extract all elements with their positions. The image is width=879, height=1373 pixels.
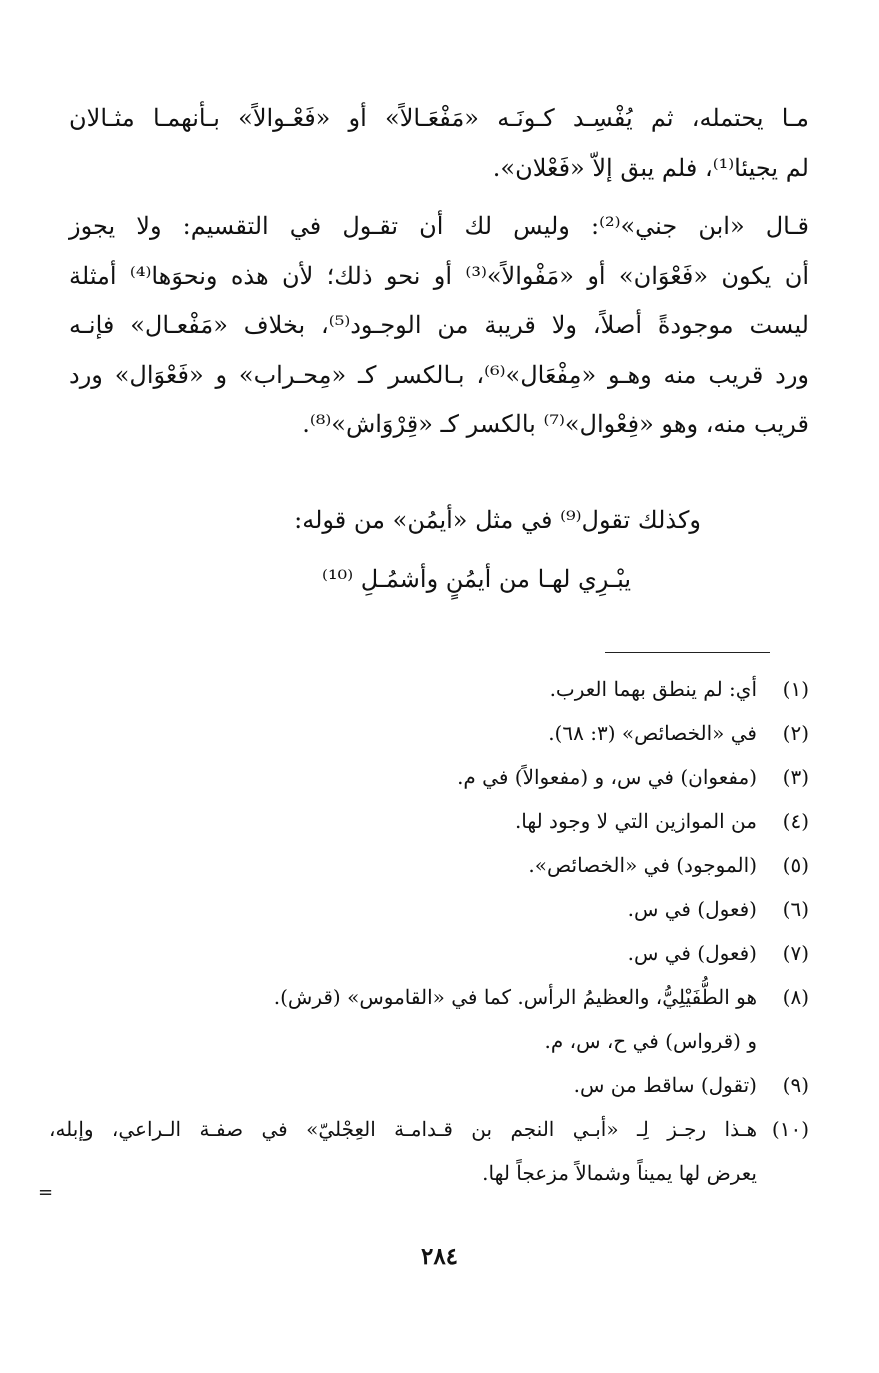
footnote-text: هـذا رجـز لِـ «أبـي النجم بن قـدامـة العِجْليّ» في صفـة الـراعي، وإبله، xyxy=(49,1117,757,1141)
footnote-number: (٣) xyxy=(782,765,809,789)
footnote-text: في «الخصائص» (٣: ٦٨). xyxy=(548,721,757,745)
footnote-text: (تقول) ساقط من س. xyxy=(573,1073,757,1097)
paragraph-line: ورد قريب منه وهـو «مِفْعَال»⁽⁶⁾، بـالكسر كـ «مِحـراب» و «فَعْوَال» ورد xyxy=(69,360,809,389)
main-paragraph-1 xyxy=(69,103,809,203)
footnote-text: (فعول) في س. xyxy=(627,897,757,921)
footnote-text: من الموازين التي لا وجود لها. xyxy=(514,809,757,833)
footnote-item xyxy=(49,1071,809,1102)
footnote-continuation: يعرض لها يميناً وشمالاً مزعجاً لها. xyxy=(482,1161,757,1185)
margin-mark: = xyxy=(38,1182,54,1203)
footnote-number: (٤) xyxy=(782,809,809,833)
paragraph-line: مـا يحتمله، ثم يُفْسِـد كـونَـه «مَفْعَـالاً» أو «فَعْـوالاً» بـأنهمـا مثـالان xyxy=(69,104,809,132)
footnote-number: (٩) xyxy=(782,1073,809,1097)
footnote-item xyxy=(49,983,809,1014)
paragraph-line: أن يكون «فَعْوَان» أو «مَفْوالاً»⁽³⁾ أو نحو ذلك؛ لأن هذه ونحوَها⁽⁴⁾ أمثلة xyxy=(69,261,809,290)
paragraph-line: قـال «ابن جني»⁽²⁾: وليس لك أن تقـول في التقسيم: ولا يجوز xyxy=(69,212,809,240)
paragraph-line: وكذلك تقول⁽⁹⁾ في مثل «أيمُن» من قوله: xyxy=(294,506,701,534)
paragraph-line: ليست موجودةً أصلاً، ولا قريبة من الوجـود⁽⁵⁾، بخلاف «مَفْعـال» فإنـه xyxy=(69,311,809,339)
footnote-item xyxy=(49,719,809,750)
main-paragraph-2 xyxy=(69,211,809,459)
paragraph-line: لم يجيئا⁽¹⁾، فلم يبق إلاّ «فَعْلان». xyxy=(492,154,809,182)
footnote-text: (الموجود) في «الخصائص». xyxy=(528,853,757,877)
footnote-separator xyxy=(605,652,770,653)
page-number: ٢٨٤ xyxy=(420,1243,459,1270)
footnote-text: أي: لم ينطق بهما العرب. xyxy=(549,677,757,701)
footnote-text: (فعول) في س. xyxy=(627,941,757,965)
footnote-number: (٦) xyxy=(782,897,809,921)
footnote-item xyxy=(49,675,809,706)
footnote-number: (٥) xyxy=(782,853,809,877)
footnote-number: (٧) xyxy=(782,941,809,965)
footnote-number: (١) xyxy=(782,677,809,701)
footnote-continuation: و (قرواس) في ح، س، م. xyxy=(544,1029,757,1053)
footnote-number: (٢) xyxy=(782,721,809,745)
footnote-item xyxy=(49,851,809,882)
footnote-item xyxy=(49,763,809,794)
main-paragraph-3 xyxy=(81,505,701,557)
footnotes xyxy=(49,675,809,1203)
poetry-verse: يبْـرِي لهـا من أيمُنٍ وأشمُـلِ ⁽¹⁰⁾ xyxy=(322,565,631,593)
footnote-number: (٨) xyxy=(782,985,809,1009)
footnote-text: (مفعوان) في س، و (مفعوالاً) في م. xyxy=(457,765,757,789)
footnote-item xyxy=(49,1115,809,1146)
paragraph-line: قريب منه، وهو «فِعْوال»⁽⁷⁾ بالكسر كـ «قِرْوَاش»⁽⁸⁾. xyxy=(302,410,809,438)
footnote-text: هو الطُّفَيْلِيُّ، والعظيمُ الرأس. كما في «القاموس» (قرش). xyxy=(273,985,757,1009)
footnote-number: (١٠) xyxy=(771,1117,809,1141)
footnote-item xyxy=(49,895,809,926)
footnote-item xyxy=(49,939,809,970)
footnote-item xyxy=(49,807,809,838)
